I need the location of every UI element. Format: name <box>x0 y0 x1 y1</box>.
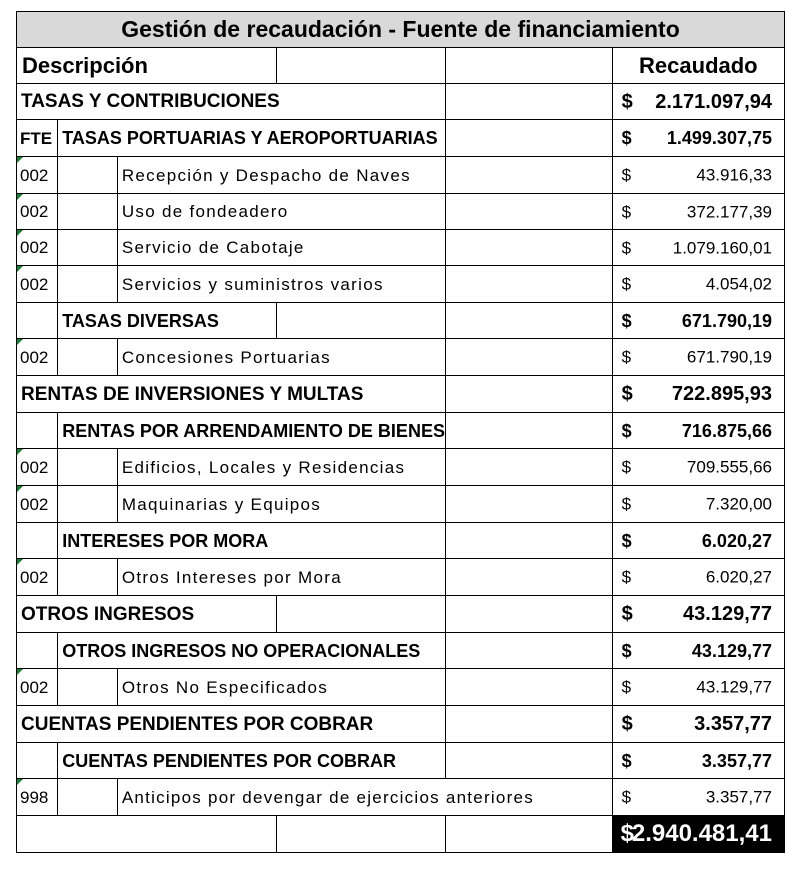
currency-symbol: $ <box>621 310 632 331</box>
amount-value: 709.555,66 <box>686 457 772 477</box>
empty-cell <box>277 303 446 339</box>
item-label: Concesiones Portuarias <box>117 339 445 376</box>
table-row <box>17 413 785 449</box>
currency-symbol: $ <box>621 640 632 661</box>
source-code <box>17 743 58 779</box>
currency-symbol: $ <box>621 274 632 294</box>
amount-value: 372.177,39 <box>686 202 772 221</box>
amount-value: 43.129,77 <box>683 603 772 625</box>
table-row <box>17 743 785 779</box>
amount-value: 722.895,93 <box>671 383 772 405</box>
empty-cell <box>445 413 612 449</box>
collection-table <box>16 11 785 853</box>
amount-cell <box>612 266 784 303</box>
amount-value: 3.357,77 <box>694 713 772 735</box>
item-label: Otros Intereses por Mora <box>117 559 445 596</box>
category-label: TASAS Y CONTRIBUCIONES <box>17 84 446 120</box>
amount-cell <box>612 120 784 157</box>
amount-cell <box>612 633 784 669</box>
empty-cell <box>445 816 612 853</box>
amount-cell <box>612 596 784 633</box>
currency-symbol: $ <box>621 603 633 625</box>
empty-cell <box>445 523 612 559</box>
amount-value: 716.875,66 <box>681 420 772 441</box>
subcategory-label: TASAS DIVERSAS <box>58 303 277 339</box>
empty-cell <box>277 816 446 853</box>
item-label: Servicios y suministros varios <box>117 266 445 303</box>
item-code: 002 <box>17 194 58 230</box>
currency-symbol: $ <box>621 787 632 807</box>
empty-cell <box>277 596 446 633</box>
amount-cell <box>612 706 784 743</box>
subcategory-label: INTERESES POR MORA <box>58 523 446 559</box>
table-row <box>17 559 785 596</box>
empty-cell <box>58 266 118 303</box>
amount-value: 671.790,19 <box>686 347 772 367</box>
currency-symbol: $ <box>621 494 632 514</box>
amount-cell <box>612 669 784 706</box>
amount-cell <box>612 413 784 449</box>
currency-symbol: $ <box>621 202 632 221</box>
amount-value: 7.320,00 <box>705 494 772 514</box>
item-code: 002 <box>17 339 58 376</box>
table-title: Gestión de recaudación - Fuente de financiamiento <box>17 12 785 48</box>
empty-cell <box>445 449 612 486</box>
currency-symbol: $ <box>621 677 632 697</box>
empty-cell <box>445 120 612 157</box>
amount-cell <box>612 303 784 339</box>
empty-cell <box>445 706 612 743</box>
source-code <box>17 633 58 669</box>
table-row <box>17 486 785 523</box>
amount-cell <box>612 194 784 230</box>
table-row <box>17 669 785 706</box>
empty-cell <box>58 486 118 523</box>
total-row <box>17 816 785 853</box>
item-code: 002 <box>17 230 58 266</box>
header-description: Descripción <box>17 48 277 84</box>
item-code: 002 <box>17 266 58 303</box>
source-code: FTE <box>17 120 58 157</box>
category-label: RENTAS DE INVERSIONES Y MULTAS <box>17 376 446 413</box>
header-collected: Recaudado <box>612 48 784 84</box>
currency-symbol: $ <box>621 165 632 185</box>
table-row <box>17 120 785 157</box>
table-row <box>17 779 785 816</box>
empty-cell <box>58 339 118 376</box>
subcategory-label: TASAS PORTUARIAS Y AEROPORTUARIAS <box>58 120 446 157</box>
empty-cell <box>445 376 612 413</box>
amount-value: 3.357,77 <box>705 787 772 807</box>
table-row <box>17 449 785 486</box>
table-row <box>17 596 785 633</box>
empty-cell <box>58 230 118 266</box>
currency-symbol: $ <box>621 90 633 113</box>
amount-value: 2.171.097,94 <box>655 90 772 113</box>
empty-cell <box>445 486 612 523</box>
table-row <box>17 230 785 266</box>
empty-cell <box>445 303 612 339</box>
empty-cell <box>58 194 118 230</box>
currency-symbol: $ <box>621 383 633 405</box>
table-row <box>17 523 785 559</box>
item-label: Anticipos por devengar de ejercicios anteriores <box>117 779 612 816</box>
source-code <box>17 413 58 449</box>
amount-cell <box>612 559 784 596</box>
source-code <box>17 523 58 559</box>
empty-cell <box>445 266 612 303</box>
item-code: 002 <box>17 157 58 194</box>
currency-symbol: $ <box>621 713 633 735</box>
amount-value: 1.499.307,75 <box>666 128 772 148</box>
amount-cell <box>612 449 784 486</box>
amount-value: 6.020,27 <box>701 530 772 551</box>
header-empty-cell <box>277 48 446 84</box>
item-label: Otros No Especificados <box>117 669 445 706</box>
amount-value: 671.790,19 <box>681 310 772 331</box>
header-empty-cell <box>445 48 612 84</box>
amount-value: 43.129,77 <box>696 677 772 697</box>
item-code: 002 <box>17 669 58 706</box>
table-row <box>17 266 785 303</box>
amount-cell <box>612 376 784 413</box>
category-label: CUENTAS PENDIENTES POR COBRAR <box>17 706 446 743</box>
table-row <box>17 157 785 194</box>
currency-symbol: $ <box>620 820 635 847</box>
table-row <box>17 706 785 743</box>
amount-cell <box>612 157 784 194</box>
category-label: OTROS INGRESOS <box>17 596 277 633</box>
empty-cell <box>445 596 612 633</box>
empty-cell <box>17 816 277 853</box>
amount-value: 43.916,33 <box>696 165 772 185</box>
empty-cell <box>445 743 612 779</box>
grand-total-cell <box>612 816 784 853</box>
amount-value: 4.054,02 <box>705 274 772 294</box>
table-row <box>17 84 785 120</box>
table-row <box>17 339 785 376</box>
source-code <box>17 303 58 339</box>
empty-cell <box>445 339 612 376</box>
amount-cell <box>612 486 784 523</box>
amount-cell <box>612 523 784 559</box>
item-code: 998 <box>17 779 58 816</box>
amount-value: 3.357,77 <box>701 750 772 771</box>
table-row <box>17 633 785 669</box>
empty-cell <box>58 449 118 486</box>
currency-symbol: $ <box>621 238 632 257</box>
amount-cell <box>612 339 784 376</box>
table-row <box>17 376 785 413</box>
item-code: 002 <box>17 559 58 596</box>
amount-cell <box>612 84 784 120</box>
currency-symbol: $ <box>621 567 632 587</box>
amount-cell <box>612 230 784 266</box>
empty-cell <box>445 157 612 194</box>
currency-symbol: $ <box>621 530 632 551</box>
empty-cell <box>58 779 118 816</box>
amount-cell <box>612 779 784 816</box>
empty-cell <box>58 669 118 706</box>
currency-symbol: $ <box>621 750 632 771</box>
item-label: Uso de fondeadero <box>117 194 445 230</box>
currency-symbol: $ <box>621 128 632 148</box>
table-row <box>17 194 785 230</box>
item-label: Maquinarias y Equipos <box>117 486 445 523</box>
subcategory-label: RENTAS POR ARRENDAMIENTO DE BIENES <box>58 413 446 449</box>
amount-value: 6.020,27 <box>705 567 772 587</box>
empty-cell <box>445 84 612 120</box>
currency-symbol: $ <box>621 457 632 477</box>
amount-value: 2.940.481,41 <box>631 820 772 847</box>
currency-symbol: $ <box>621 420 632 441</box>
amount-value: 1.079.160,01 <box>672 238 772 257</box>
amount-cell <box>612 743 784 779</box>
item-label: Edificios, Locales y Residencias <box>117 449 445 486</box>
empty-cell <box>445 559 612 596</box>
subcategory-label: CUENTAS PENDIENTES POR COBRAR <box>58 743 446 779</box>
currency-symbol: $ <box>621 347 632 367</box>
empty-cell <box>58 559 118 596</box>
empty-cell <box>445 194 612 230</box>
empty-cell <box>445 669 612 706</box>
item-code: 002 <box>17 486 58 523</box>
empty-cell <box>445 633 612 669</box>
empty-cell <box>445 230 612 266</box>
item-label: Recepción y Despacho de Naves <box>117 157 445 194</box>
item-code: 002 <box>17 449 58 486</box>
empty-cell <box>58 157 118 194</box>
item-label: Servicio de Cabotaje <box>117 230 445 266</box>
table-row <box>17 303 785 339</box>
amount-value: 43.129,77 <box>691 640 772 661</box>
subcategory-label: OTROS INGRESOS NO OPERACIONALES <box>58 633 446 669</box>
